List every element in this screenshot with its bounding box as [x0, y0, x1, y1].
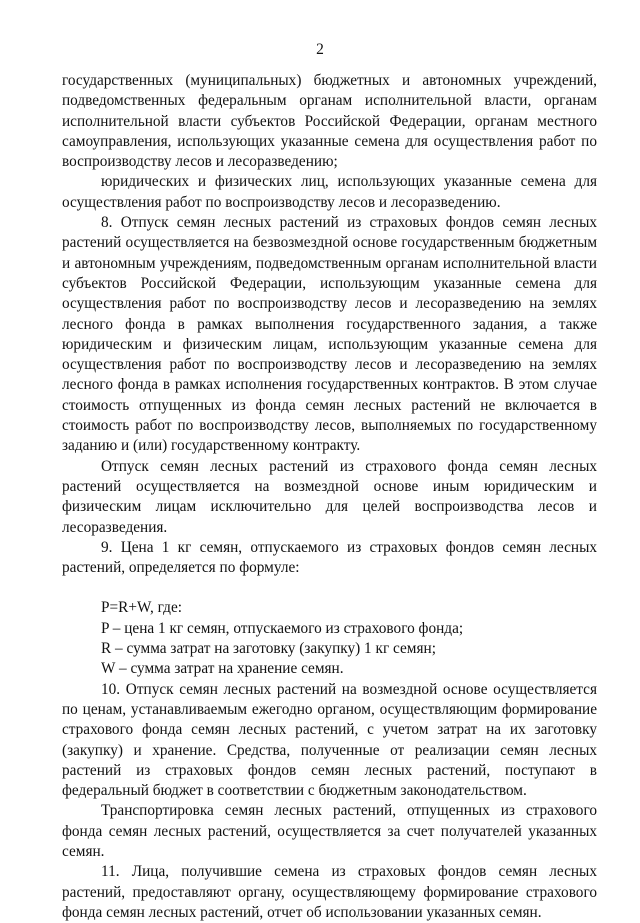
document-body: [62, 71, 597, 923]
formula-definition-r: R – сумма затрат на заготовку (закупку) 1 кг семян;: [101, 640, 436, 658]
paragraph-spacer: [62, 578, 597, 598]
paragraph-recipients-institutions: государственных (муниципальных) бюджетных и автономных учреждений, подведомственных федеральным органам исполнительной власти, органам исполнительной власти субъектов Российской Федерации, органам местного самоуправления, использующих указанные семена для осуществления работ по воспроизводству лесов и лесоразведению;: [62, 72, 597, 171]
paragraph-paid-release: Отпуск семян лесных растений из страхового фонда семян лесных растений осуществляется на возмездной основе иным юридическим и физическим лицам исключительно для целей воспроизводства лесов и лесоразведения.: [62, 457, 597, 536]
paragraph-transport: Транспортировка семян лесных растений, отпущенных из страхового фонда семян лесных растений, осуществляется за счет получателей указанных семян.: [62, 802, 597, 860]
paragraph-item-9: 9. Цена 1 кг семян, отпускаемого из страховых фондов семян лесных растений, определяется по формуле:: [62, 538, 597, 577]
paragraph-recipients-persons: юридических и физических лиц, использующих указанные семена для осуществления работ по воспроизводству лесов и лесоразведению.: [62, 173, 597, 211]
formula-definition-p: P – цена 1 кг семян, отпускаемого из страхового фонда;: [101, 619, 464, 637]
paragraph-item-10: 10. Отпуск семян лесных растений на возмездной основе осуществляется по ценам, устанавливаемым ежегодно органом, осуществляющим формирование страхового фонда семян лесных растений, с учетом затрат на их заготовку (закупку) и хранение. Средства, полученные от реализации семян лесных растений из страховых фондов семян лесных растений, поступают в федеральный бюджет в соответствии с бюджетным законодательством.: [62, 680, 597, 800]
page-number: 2: [316, 41, 324, 58]
paragraph-item-8: 8. Отпуск семян лесных растений из страховых фондов семян лесных растений осуществляется на безвозмездной основе государственным бюджетным и автономным учреждениям, подведомственным органам исполнительной власти субъектов Российской Федерации, использующим указанные семена для осуществления работ по воспроизводству лесов и лесоразведению на землях лесного фонда в рамках выполнения государственного задания, а также юридическим и физическим лицам, использующим указанные семена для осуществления работ по воспроизводству лесов и лесоразведению на землях лесного фонда в рамках исполнения государственных контрактов. В этом случае стоимость отпущенных из фонда семян лесных растений не включается в стоимость работ по воспроизводству лесов, выполняемых по государственному заданию и (или) государственному контракту.: [62, 214, 597, 455]
paragraph-item-11: 11. Лица, получившие семена из страховых фондов семян лесных растений, предоставляют органу, осуществляющему формирование страхового фонда семян лесных растений, отчет об использовании указанных семян.: [62, 863, 597, 921]
formula-definition-w: W – сумма затрат на хранение семян.: [101, 660, 344, 678]
formula-line: P=R+W, где:: [101, 599, 182, 617]
